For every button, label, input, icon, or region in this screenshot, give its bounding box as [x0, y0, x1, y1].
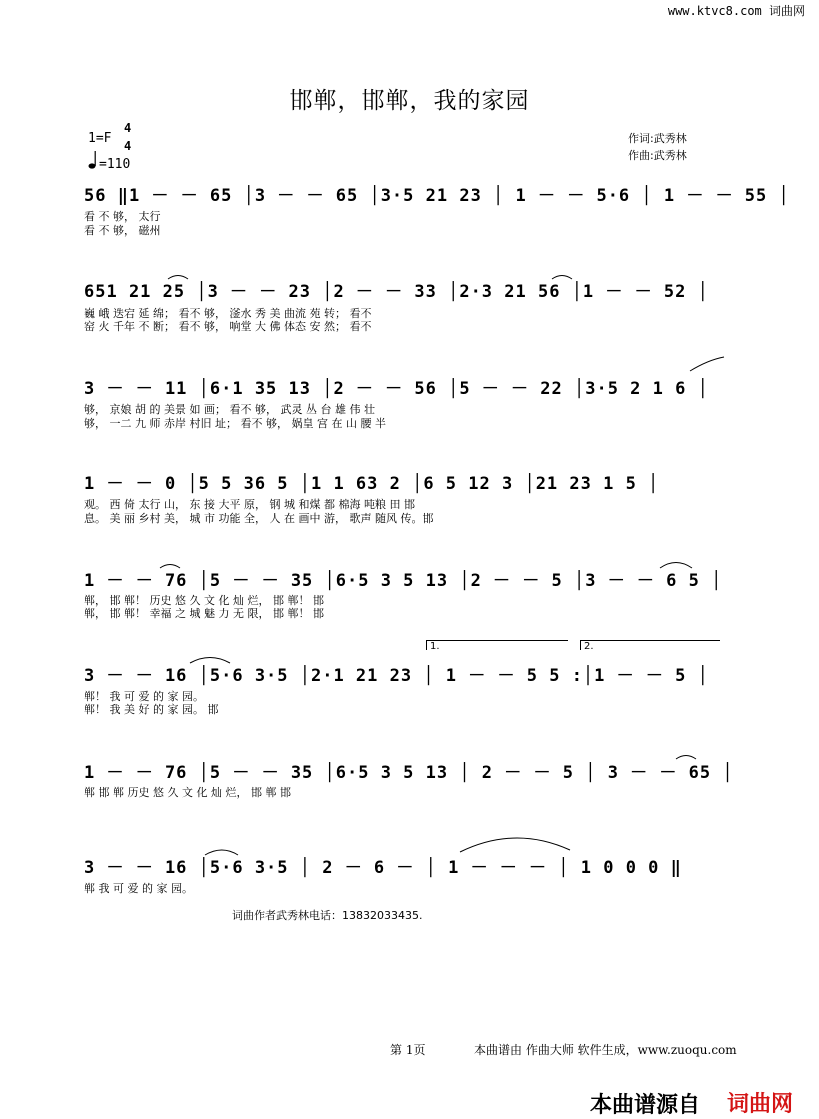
system-4-notes: 1 － － 0 │5 5 36 5 │1 1 63 2 │6 5 12 3 │21 23 1 5 │	[84, 474, 660, 494]
system-1-lyrics-verse-1: 看 不 够， 太行	[84, 210, 161, 223]
lyricist-credit: 作词:武秀林	[628, 132, 687, 145]
system-1-notes: 56 ‖1 － － 65 │3 － － 65 │3·5 21 23 │ 1 － － 5·6 │ 1 － － 55 │	[84, 186, 790, 206]
system-2-notes: 651 21 25 │3 － － 23 │2 － － 33 │2·3 21 56 │1 － － 52 │	[84, 282, 709, 302]
system-6-notes: 3 － － 16 │5·6 3·5 │2·1 21 23 │ 1 － － 5 5 :│1 － － 5 │	[84, 666, 709, 686]
system-2-lyrics-verse-2: 窑 火 千年 不 断； 看不 够， 响堂 大 佛 体态 安 然； 看不	[84, 320, 372, 333]
system-6-lyrics-verse-1: 郸！ 我 可 爱 的 家 园。	[84, 690, 204, 703]
time-signature-top: 4	[124, 121, 132, 135]
song-title: 邯郸，邯郸，我的家园	[289, 88, 530, 114]
source-watermark-text: 本曲谱源自	[590, 1092, 701, 1118]
system-8-notes: 3 － － 16 │5·6 3·5 │ 2 － 6 － │ 1 － － － │ 1 0 0 0 ‖	[84, 858, 682, 878]
system-3-lyrics-verse-2: 够， 一二 九 师 赤岸 村旧 址； 看不 够， 娲皇 宫 在 山 腰 半	[84, 417, 386, 430]
source-watermark-logo[interactable]: 词曲网	[727, 1092, 794, 1117]
system-4-lyrics-verse-1: 观。 西 倚 太行 山， 东 接 大平 原， 钢 城 和煤 都 棉海 吨粮 田 邯	[84, 498, 415, 511]
system-5-lyrics-verse-1: 郸， 邯 郸！ 历史 悠 久 文 化 灿 烂， 邯 郸！ 邯	[84, 594, 324, 607]
system-1-lyrics-verse-2: 看 不 够， 磁州	[84, 224, 161, 237]
system-4-lyrics-verse-2: 息。 美 丽 乡村 美， 城 市 功能 全， 人 在 画中 游， 歌声 随风 传。邯	[84, 512, 434, 525]
generator-credit: 本曲谱由 作曲大师 软件生成，www.zuoqu.com	[474, 1043, 737, 1057]
system-3-notes: 3 － － 11 │6·1 35 13 │2 － － 56 │5 － － 22 │3·5 2 1 6 │	[84, 379, 709, 399]
volta-second-label: 2.	[584, 641, 594, 652]
site-url[interactable]: www.ktvc8.com 词曲网	[667, 4, 805, 18]
system-6-lyrics-verse-2: 郸！ 我 美 好 的 家 园。 邯	[84, 703, 219, 716]
system-3-lyrics-verse-1: 够， 京娘 胡 的 美景 如 画； 看不 够， 武灵 丛 台 雄 伟 壮	[84, 403, 375, 416]
system-7-notes: 1 － － 76 │5 － － 35 │6·5 3 5 13 │ 2 － － 5 │ 3 － － 65 │	[84, 763, 734, 783]
system-5-lyrics-verse-2: 郸， 邯 郸！ 幸福 之 城 魅 力 无 限， 邯 郸！ 邯	[84, 607, 324, 620]
system-8-lyrics-verse-1: 郸 我 可 爱 的 家 园。	[84, 882, 193, 895]
system-7-lyrics-verse-1: 郸 邯 郸 历史 悠 久 文 化 灿 烂， 邯 郸 邯	[84, 786, 291, 799]
composer-credit: 作曲:武秀林	[628, 149, 687, 162]
time-signature-bottom: 4	[124, 139, 132, 153]
key-signature: 1=F	[88, 131, 112, 146]
system-5-notes: 1 － － 76 │5 － － 35 │6·5 3 5 13 │2 － － 5 │3 － － 6 5 │	[84, 571, 723, 591]
tempo-mark: =110	[99, 157, 131, 172]
page-number: 第 1页	[390, 1043, 426, 1057]
system-2-lyrics-verse-1: 巍 峨 迭宕 延 绵； 看不 够， 滏水 秀 美 曲流 苑 转； 看不	[84, 307, 372, 320]
volta-first-label: 1.	[430, 641, 440, 652]
composer-contact: 词曲作者武秀林电话：13832033435.	[232, 909, 423, 922]
